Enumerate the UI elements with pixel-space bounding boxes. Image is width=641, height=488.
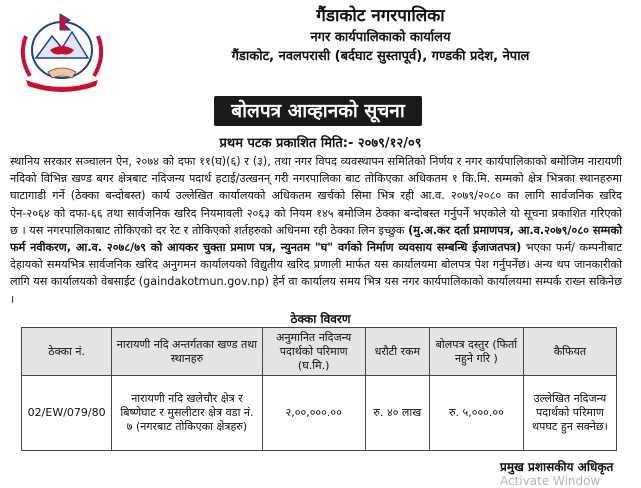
notice-body (10, 153, 622, 308)
notice-title-banner: बोलपत्र आव्हानको सूचना (214, 96, 422, 126)
organization-name: गैंडाकोट नगरपालिका (316, 6, 445, 26)
table-row (22, 376, 617, 451)
cell-estimated-quantity: २,००,०००.०० (262, 376, 365, 451)
office-name: नगर कार्यपालिकाको कार्यालय (310, 30, 451, 45)
header-bid-fee: बोलपत्र दस्तुर (फिर्ता नहुने गरि ) (429, 328, 523, 376)
cell-contract-number: 02/EW/079/80 (22, 376, 112, 451)
notice-body-part2: भएका फर्म/ कम्पनीबाट देहायको समयभित्र सार्वजनिक खरिद अनुगमन कार्यालयको विद्युतीय खरिद प्रणाली मार्फत यस कार्यालयमा बोलपत्र पेश गर्नुपर्नेछ। अन्य थप जानकारीको लागि यस कार्यालयको वेबसाईट (gaindakotmun.gov.np) हेर्न वा कार्यालय समय भित्र यस नगर कार्यपालिकाको कार्यालयमा सम्पर्क राख्न सकिनेछ । (10, 241, 622, 306)
activation-watermark: Activate Window (500, 474, 601, 488)
header-remarks: कैफियत (523, 328, 616, 376)
cell-deposit-amount: रु. ४० लाख (365, 376, 429, 451)
cell-segments-locations: नारायणी नदि खलेचौर क्षेत्र र बिष्णेघाट र मुसलीटार क्षेत्र वडा नं. ७ (नगरबाट तोकिएका क्षेत्रहरु) (112, 376, 262, 451)
signatory-title: प्रमुख प्रशासकीय अधिकृत (500, 460, 614, 474)
contract-table-title: ठेक्का विवरण (290, 312, 351, 326)
notice-body-part1: स्थानिय सरकार सञ्चालन ऐन, २०७४ को दफा ११(घ)(६) र (३), तथा नगर विपद व्यवस्थापन समितिको निर्णय र नगर कार्यपालिकाको बमोजिम नारायणी नदिको विभिन्न खण्ड बगर क्षेत्रबाट नदिजन्य पदार्थ हटाई/उत्खनन् गरी नगरपालिका बाट तोकिएका अधिकतम १ कि.मि. सम्मको क्षेत्र भित्रका स्थानहरुमा घाटागाडी गर्ने (ठेक्का बन्दोबस्त) कार्य उल्लेखित कार्यालयको अधिकतम खर्चको सिमा भित्र रही आ.व. २०७९/२०८० का लागि सार्वजनिक खरिद ऐन-२०६४ को दफा-६६ तथा सार्वजनिक खरिद नियमावली २०६३ को नियम १४५ बमोजिम ठेक्का बन्दोबस्त गर्नुपर्ने भएकोले यो सूचना प्रकाशित गरिएको छ । यस नगरपालिकाबाट तोकिएको दर रेट र तोकिएको शर्तहरुको अधिनमा रही ठेक्का लिन इच्छुक (10, 155, 622, 237)
cell-remarks: उल्लेखित नदिजन्य पदार्थको परिमाण थपघट हुन सक्नेछ। (523, 376, 616, 451)
notice-body-requirements: (मु.अ.कर दर्ता प्रमाणपत्र, आ.व.२०७९/०८० सम्मको फर्म नवीकरण, आ.व. २०७८/७९ को आयकर चुक्ता प्रमाण पत्र, न्युनतम "घ" वर्गको निर्माण व्यवसाय सम्बन्धि ईजाजतपत्र) (10, 223, 622, 255)
publication-date: प्रथम पटक प्रकाशित मिति:- २०७९/१२/०९ (219, 136, 422, 151)
header-segments-locations: नारायणी नदि अन्तर्गतका खण्ड तथा स्थानहरु (112, 328, 262, 376)
table-header-row (22, 328, 617, 376)
header-deposit-amount: धरौटी रकम (365, 328, 429, 376)
header-contract-number: ठेक्का नं. (22, 328, 112, 376)
office-address: गैंडाकोट, नवलपरासी (बर्दघाट सुस्तापूर्व), गण्डकी प्रदेश, नेपाल (231, 49, 530, 64)
cell-bid-fee: रु. ५,०००.०० (429, 376, 523, 451)
contract-details-table (21, 327, 617, 451)
header-estimated-quantity: अनुमानित नदिजन्य पदार्थको परिमाण (घ.मि.) (262, 328, 365, 376)
